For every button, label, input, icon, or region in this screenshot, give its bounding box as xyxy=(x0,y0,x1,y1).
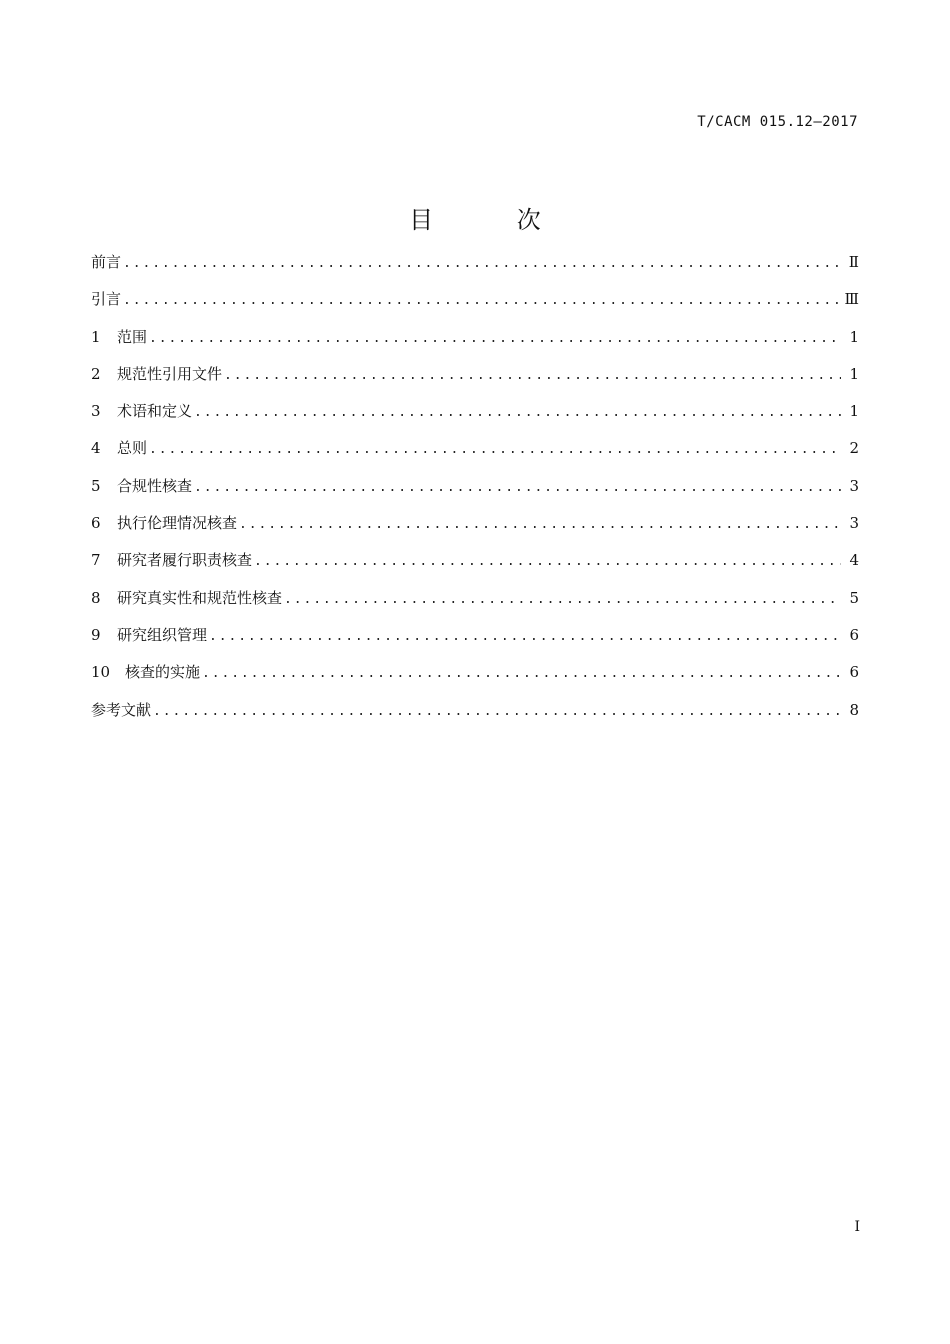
toc-entry-label: 核查的实施 xyxy=(125,663,201,682)
toc-entry-number: 7 xyxy=(91,551,101,570)
toc-entry-page: 3 xyxy=(849,476,859,495)
toc-entry-references[interactable] xyxy=(91,698,859,735)
toc-entry-label: 研究真实性和规范性核查 xyxy=(117,588,283,607)
page-number: I xyxy=(854,1219,860,1235)
toc-entry-page: 2 xyxy=(849,439,859,458)
toc-entry-label: 合规性核查 xyxy=(117,476,193,495)
toc-entry-8[interactable] xyxy=(91,586,859,623)
toc-entry-4[interactable] xyxy=(91,436,859,473)
toc-leader-dots xyxy=(202,662,841,686)
toc-entry-page: 3 xyxy=(849,514,859,533)
toc-entry-page: 5 xyxy=(849,588,859,607)
toc-entry-label: 前言 xyxy=(91,253,122,271)
toc-entry-label: 参考文献 xyxy=(91,700,152,719)
toc-entry-number: 8 xyxy=(91,588,101,607)
toc-entry-number: 3 xyxy=(91,402,101,421)
toc-entry-number: 2 xyxy=(91,364,101,383)
toc-entry-page: 6 xyxy=(849,663,859,682)
toc-entry-label: 研究组织管理 xyxy=(117,625,208,644)
toc-entry-7[interactable] xyxy=(91,548,859,585)
toc-leader-dots xyxy=(123,252,841,276)
toc-entry-number: 9 xyxy=(91,625,101,644)
toc-entry-introduction[interactable] xyxy=(91,287,859,324)
toc-leader-dots xyxy=(239,513,841,537)
toc-entry-6[interactable] xyxy=(91,511,859,548)
toc-entry-label: 规范性引用文件 xyxy=(117,364,223,383)
toc-entry-10[interactable] xyxy=(91,660,859,697)
toc-entry-label: 引言 xyxy=(91,290,122,309)
toc-entry-number: 5 xyxy=(91,476,101,495)
toc-entry-preface[interactable] xyxy=(91,250,859,287)
toc-leader-dots xyxy=(224,364,841,388)
document-code: T/CACM 015.12—2017 xyxy=(697,114,858,130)
toc-entry-page: 6 xyxy=(849,625,859,644)
toc-title: 目 次 xyxy=(409,206,579,234)
toc-entry-page: 4 xyxy=(849,551,859,570)
toc-entry-page: 1 xyxy=(849,364,859,383)
toc-entry-label: 总则 xyxy=(117,439,148,458)
toc-entry-3[interactable] xyxy=(91,399,859,436)
toc-entry-2[interactable] xyxy=(91,362,859,399)
toc-leader-dots xyxy=(254,550,841,574)
toc-leader-dots xyxy=(194,401,841,425)
toc-entry-label: 研究者履行职责核查 xyxy=(117,551,253,570)
toc-leader-dots xyxy=(123,289,839,313)
toc-entry-number: 1 xyxy=(91,327,101,346)
toc-entry-1[interactable] xyxy=(91,325,859,362)
toc-leader-dots xyxy=(149,327,841,351)
toc-entry-label: 执行伦理情况核查 xyxy=(117,514,238,533)
toc-entry-page: 8 xyxy=(849,700,859,719)
toc-entry-9[interactable] xyxy=(91,623,859,660)
toc-entry-label: 范围 xyxy=(117,327,148,346)
toc-leader-dots xyxy=(149,438,841,462)
toc-entry-page: 1 xyxy=(849,327,859,346)
toc-leader-dots xyxy=(194,476,841,500)
toc-entry-number: 10 xyxy=(91,663,111,682)
toc-entry-page: Ⅲ xyxy=(844,290,859,309)
toc-leader-dots xyxy=(209,625,841,649)
toc-entry-number: 4 xyxy=(91,439,101,458)
toc-entry-label: 术语和定义 xyxy=(117,402,193,421)
table-of-contents xyxy=(91,250,859,735)
toc-leader-dots xyxy=(284,588,841,612)
toc-entry-number: 6 xyxy=(91,514,101,533)
toc-entry-5[interactable] xyxy=(91,474,859,511)
toc-entry-page: Ⅱ xyxy=(848,253,859,271)
toc-entry-page: 1 xyxy=(849,402,859,421)
toc-leader-dots xyxy=(153,700,841,724)
